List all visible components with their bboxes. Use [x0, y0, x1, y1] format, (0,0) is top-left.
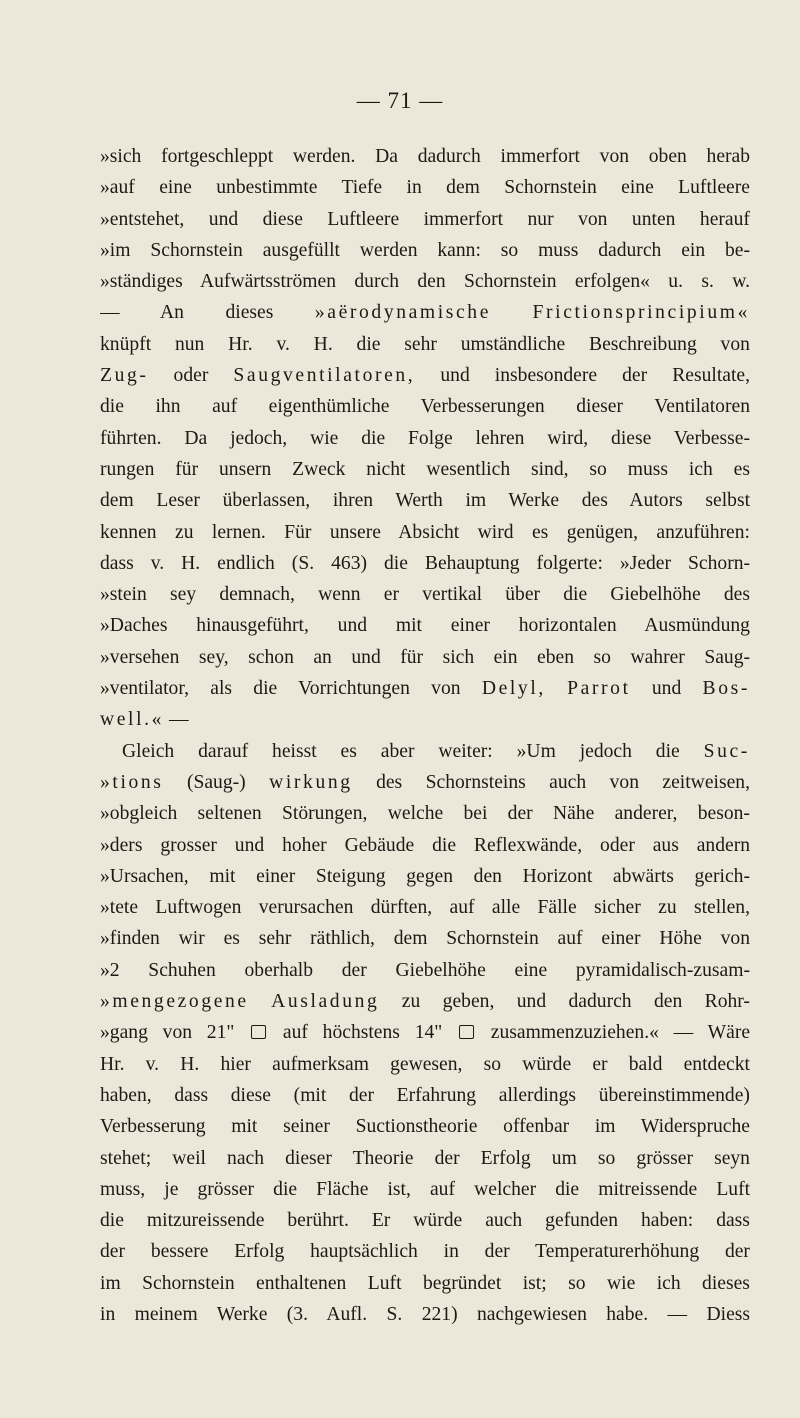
text-fragment: auf höchstens 14"	[282, 1022, 443, 1044]
text-line: »auf eine unbestimmte Tiefe in dem Schornstein eine Luftleere	[100, 177, 750, 199]
spaced-word: Zug-	[100, 365, 149, 387]
text-line: in meinem Werke (3. Aufl. S. 221) nachgewiesen habe. — Diess	[100, 1303, 750, 1325]
text-fragment: »gang von 21"	[100, 1022, 235, 1044]
spaced-word: Ausladung	[271, 991, 380, 1013]
spaced-word: »aërodynamische	[314, 302, 492, 324]
text-line: »sich fortgeschleppt werden. Da dadurch immerfort von oben herab	[100, 146, 750, 167]
spaced-word: Delyl,	[481, 678, 546, 700]
spaced-word: »mengezogene	[100, 991, 249, 1013]
text-line: stehet; weil nach dieser Theorie der Erfolg um so grösser seyn	[100, 1147, 750, 1169]
text-line: »entstehet, und diese Luftleere immerfort nur von unten herauf	[100, 208, 750, 230]
text-line: »Ursachen, mit einer Steigung gegen den Horizont abwärts gerich-	[100, 865, 750, 887]
square-symbol-icon	[251, 1025, 266, 1039]
text-line: »im Schornstein ausgefüllt werden kann: so muss dadurch ein be-	[100, 239, 750, 261]
text-line: muss, je grösser die Fläche ist, auf welcher die mitreissende Luft	[100, 1178, 750, 1200]
text-line: »obgleich seltenen Störungen, welche bei der Nähe anderer, beson-	[100, 803, 750, 825]
text-line: »stein sey demnach, wenn er vertikal über die Giebelhöhe des	[100, 584, 750, 606]
text-line: Verbesserung mit seiner Suctionstheorie offenbar im Widerspruche	[100, 1116, 750, 1138]
spaced-word: Bos-	[702, 678, 750, 700]
square-symbol-icon	[459, 1025, 474, 1039]
text-line: haben, dass diese (mit der Erfahrung allerdings übereinstimmende)	[100, 1084, 750, 1106]
text-line: well.« —	[100, 709, 189, 731]
text-line-square-measure	[100, 1017, 750, 1048]
text-line: dem Leser überlassen, ihren Werth im Werke des Autors selbst	[100, 490, 750, 512]
text-line: »versehen sey, schon an und für sich ein eben so wahrer Saug-	[100, 646, 750, 668]
spaced-word: wirkung	[269, 771, 353, 793]
text-line: rungen für unsern Zweck nicht wesentlich sind, so muss ich es	[100, 458, 750, 480]
text-line: »tete Luftwogen verursachen dürften, auf alle Fälle sicher zu stellen,	[100, 897, 750, 919]
text-line: »Daches hinausgeführt, und mit einer horizontalen Ausmündung	[100, 615, 750, 637]
text-line: kennen zu lernen. Für unsere Absicht wird es genügen, anzuführen:	[100, 521, 750, 543]
text-line: Gleich darauf heisst es aber weiter: »Um jedoch die Suc-	[122, 740, 750, 762]
text-line: »ständiges Aufwärtsströmen durch den Schornstein erfolgen« u. s. w.	[100, 271, 750, 293]
text-line: die mitzureissende berührt. Er würde auch gefunden haben: dass	[100, 1210, 750, 1232]
text-line: — An dieses »aërodynamische Frictionsprincipium«	[100, 302, 750, 324]
text-line: im Schornstein enthaltenen Luft begründet ist; so wie ich dieses	[100, 1272, 750, 1294]
text-line: »2 Schuhen oberhalb der Giebelhöhe eine pyramidalisch-zusam-	[100, 959, 750, 981]
spaced-word: Parrot	[567, 678, 631, 700]
text-line: die ihn auf eigenthümliche Verbesserungen dieser Ventilatoren	[100, 396, 750, 418]
body-text	[100, 141, 750, 1330]
text-line: Zug- oder Saugventilatoren, und insbesondere der Resultate,	[100, 365, 750, 387]
text-line: »ventilator, als die Vorrichtungen von Delyl, Parrot und Bos-	[100, 678, 750, 700]
spaced-word: Suc-	[703, 740, 750, 762]
text-line: »ders grosser und hoher Gebäude die Reflexwände, oder aus andern	[100, 834, 750, 856]
text-line: Hr. v. H. hier aufmerksam gewesen, so würde er bald entdeckt	[100, 1053, 750, 1075]
page-number: — 71 —	[356, 88, 444, 113]
spaced-word: Saugventilatoren,	[233, 365, 416, 387]
text-line: dass v. H. endlich (S. 463) die Behauptung folgerte: »Jeder Schorn-	[100, 552, 750, 574]
text-line: führten. Da jedoch, wie die Folge lehren wird, diese Verbesse-	[100, 427, 750, 449]
text-line: knüpft nun Hr. v. H. die sehr umständliche Beschreibung von	[100, 333, 750, 355]
text-fragment: zusammenzuziehen.« — Wäre	[490, 1022, 750, 1044]
text-line: der bessere Erfolg hauptsächlich in der Temperaturerhöhung der	[100, 1241, 750, 1263]
spaced-word: Frictionsprincipium«	[532, 302, 750, 324]
text-line: »mengezogene Ausladung zu geben, und dadurch den Rohr-	[100, 991, 750, 1013]
text-line: »finden wir es sehr räthlich, dem Schornstein auf einer Höhe von	[100, 928, 750, 950]
spaced-word: »tions	[100, 771, 164, 793]
text-line: »tions (Saug-) wirkung des Schornsteins auch von zeitweisen,	[100, 771, 750, 793]
spaced-word: well.«	[100, 709, 165, 731]
